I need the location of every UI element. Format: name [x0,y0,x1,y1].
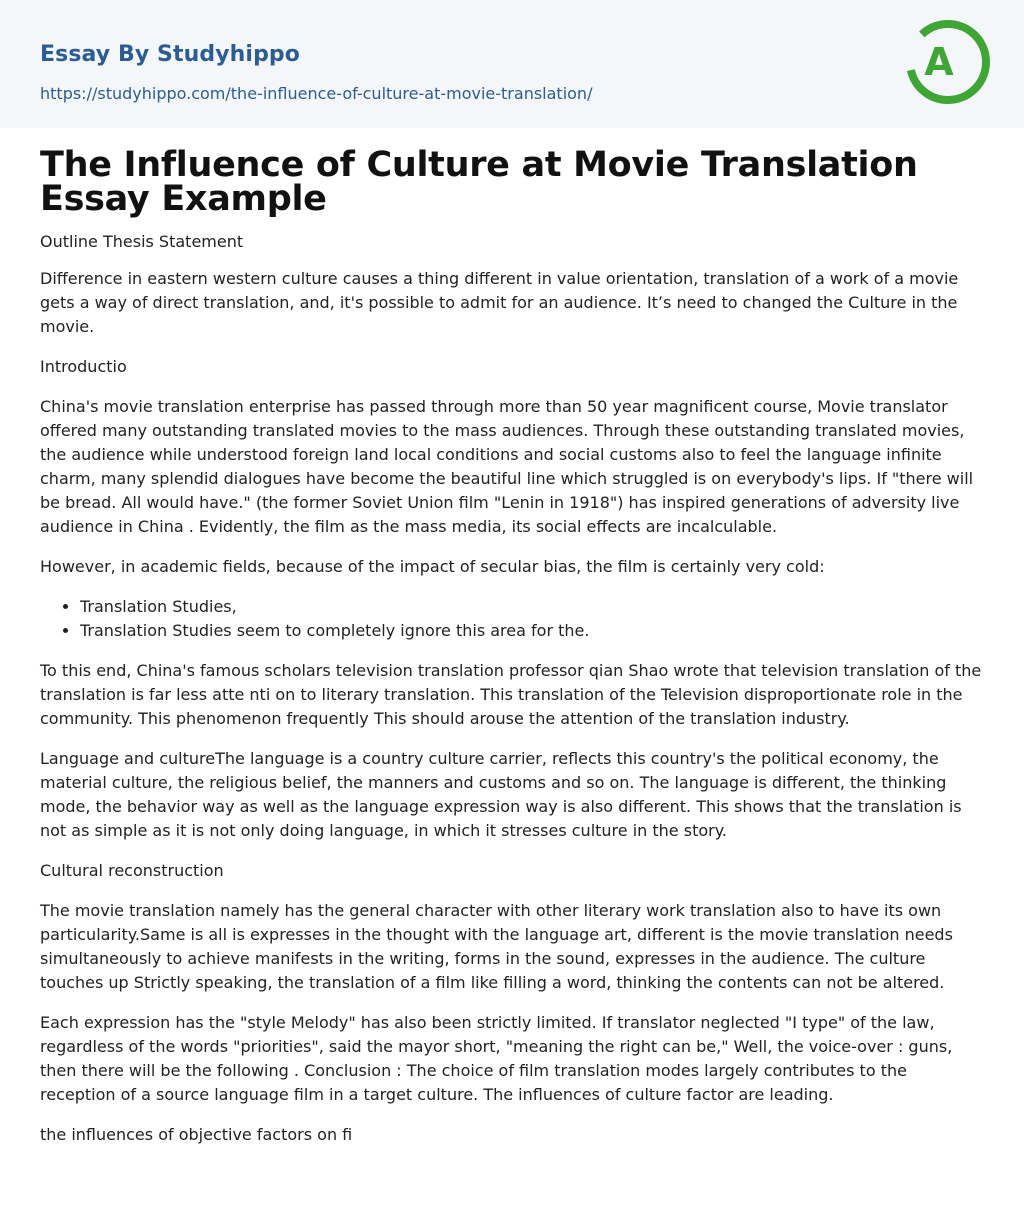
paragraph: However, in academic fields, because of the impact of secular bias, the film is certainly very cold: [40,557,825,576]
paragraph: To this end, China's famous scholars television translation professor qian Shao wrote that television translation of the translation is far less atte nti on to literary translation. This translation of the Television disproportionate role in the community. This phenomenon frequently This should arouse the attention of the translation industry. [40,661,982,728]
section-heading-cultural-reconstruction: Cultural reconstruction [40,861,224,880]
logo-letter: A [924,40,954,84]
section-heading-introduction: Introductio [40,357,127,376]
article-subtitle: Outline Thesis Statement [40,232,244,251]
list-item: • Translation Studies, [80,595,984,619]
source-url-link[interactable]: https://studyhippo.com/the-influence-of-culture-at-movie-translation/ [40,84,593,103]
paragraph: Difference in eastern western culture causes a thing different in value orientation, translation of a work of a movie gets a way of direct translation, and, it's possible to admit for an audience. It’s need to changed the Culture in the movie. [40,269,959,336]
bullet-list [40,595,984,643]
paragraph: China's movie translation enterprise has passed through more than 50 year magnificent course, Movie translator offered many outstanding translated movies to the mass audiences. Through these outstanding translated movies, the audience while understood foreign land local conditions and social customs also to feel the language infinite charm, many splendid dialogues have become the beautiful line which struggled is on everybody's lips. If "there will be bread. All would have." (the former Soviet Union film "Lenin in 1918") has inspired generations of adversity live audience in China . Evidently, the film as the mass media, its social effects are incalculable. [40,397,974,536]
brand-link[interactable]: Essay By Studyhippo [40,42,300,67]
page-title: The Influence of Culture at Movie Translation Essay Example [40,145,918,219]
studyhippo-logo-icon[interactable] [902,17,992,107]
site-header [0,0,1024,128]
article [40,145,984,1147]
paragraph: Each expression has the "style Melody" has also been strictly limited. If translator neglected "I type" of the law, regardless of the words "priorities", said the mayor short, "meaning the right can be," Well, the voice-over : guns, then there will be the following . Conclusion : The choice of film translation modes largely contributes to the reception of a source language film in a target culture. The influences of culture factor are leading. [40,1013,953,1104]
paragraph: Language and cultureThe language is a country culture carrier, reflects this country's the political economy, the material culture, the religious belief, the manners and customs and so on. The language is different, the thinking mode, the behavior way as well as the language expression way is also different. This shows that the translation is not as simple as it is not only doing language, in which it stresses culture in the story. [40,749,962,840]
paragraph: the influences of objective factors on fi [40,1125,353,1144]
paragraph: The movie translation namely has the general character with other literary work translation also to have its own particularity.Same is all is expresses in the thought with the language art, different is the movie translation needs simultaneously to achieve manifests in the writing, forms in the sound, expresses in the audience. The culture touches up Strictly speaking, the translation of a film like filling a word, thinking the contents can not be altered. [40,901,953,992]
list-item: • Translation Studies seem to completely ignore this area for the. [80,619,984,643]
